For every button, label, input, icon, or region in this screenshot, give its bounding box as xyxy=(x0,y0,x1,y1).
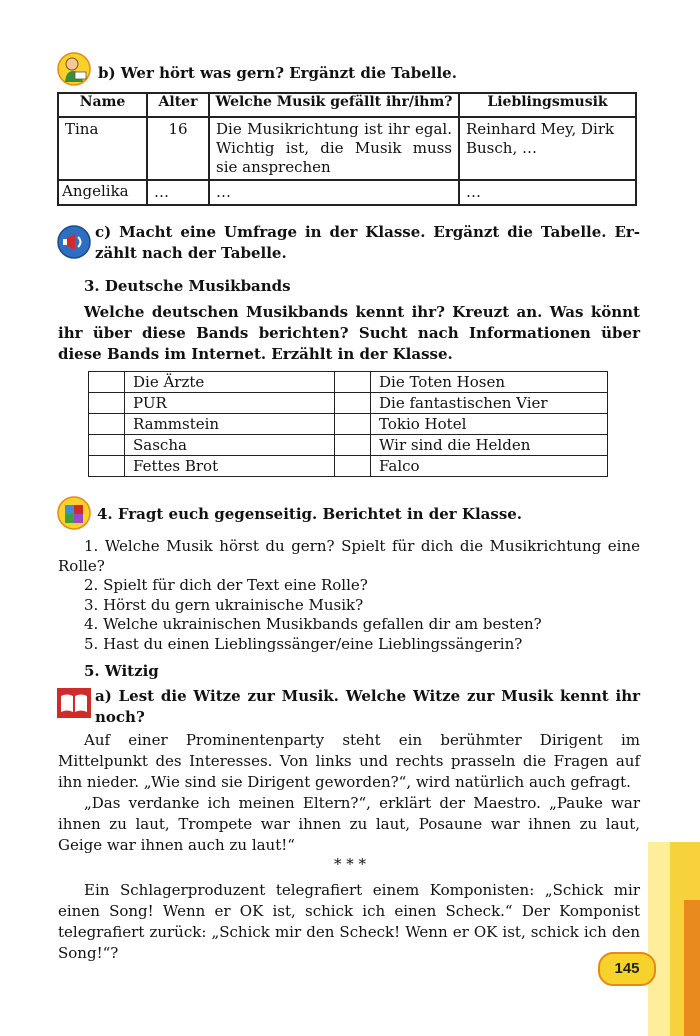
section-3-instruction-2: ihr über diese Bands berichten? Sucht nach Informationen über xyxy=(58,324,640,342)
section-3-instruction-1: Welche deutschen Musikbands kennt ihr? Kreuzt an. Was könnt xyxy=(84,303,640,321)
section-3-instruction-3: diese Bands im Internet. Erzählt in der Klasse. xyxy=(58,345,453,363)
checkbox-cell[interactable] xyxy=(89,435,125,456)
checkbox-cell[interactable] xyxy=(89,372,125,393)
cell-age: … xyxy=(147,180,209,205)
joke-separator: * * * xyxy=(333,855,367,873)
section-5a-task-2: noch? xyxy=(95,708,145,726)
question-4: 4. Welche ukrainischen Musikbands gefallen dir am besten? xyxy=(84,615,542,633)
cell-name: Tina xyxy=(58,117,147,180)
band-left: Sascha xyxy=(125,435,335,456)
page-number: 145 xyxy=(598,952,656,986)
question-1-line-2: Rolle? xyxy=(58,556,105,575)
band-right: Falco xyxy=(371,456,608,477)
col-header-name: Name xyxy=(58,93,147,117)
band-right: Die fantastischen Vier xyxy=(371,393,608,414)
table-header-row xyxy=(58,93,636,117)
band-left: Rammstein xyxy=(125,414,335,435)
band-left: Fettes Brot xyxy=(125,456,335,477)
section-5a-task-1: a) Lest die Witze zur Musik. Welche Witze zur Musik kennt ihr xyxy=(95,687,640,705)
joke-1-paragraph-1: Auf einer Prominentenparty steht ein berühmter Dirigent im Mittelpunkt des Interesses. Von links und rechts prasseln die Fragen auf ihn nieder. „Wie sind sie Dirigent geworden?“, wird natürlich auch gefragt. xyxy=(58,731,640,791)
question-1-line-1: 1. Welche Musik hörst du gern? Spielt für dich die Musikrichtung eine xyxy=(84,537,640,555)
cell-age: 16 xyxy=(147,117,209,180)
joke-1-paragraph-2: „Das verdanke ich meinen Eltern?“, erklärt der Maestro. „Pauke war ihnen zu laut, Trompete war ihnen zu laut, Posaune war ihnen zu laut, Geige war ihnen auch zu laut!“ xyxy=(58,794,640,854)
col-header-music: Welche Musik gefällt ihr/ihm? xyxy=(209,93,459,117)
section-c-line-2: zählt nach der Tabelle. xyxy=(95,244,287,262)
cell-name: Angelika xyxy=(58,180,147,205)
table-row xyxy=(89,372,608,393)
survey-table xyxy=(57,92,637,206)
band-right: Die Toten Hosen xyxy=(371,372,608,393)
section-c-line-1: c) Macht eine Umfrage in der Klasse. Ergänzt die Tabelle. Er- xyxy=(95,223,640,241)
open-book-icon xyxy=(57,688,91,718)
table-row xyxy=(58,117,636,180)
band-right: Tokio Hotel xyxy=(371,414,608,435)
question-3: 3. Hörst du gern ukrainische Musik? xyxy=(84,595,364,614)
band-right: Wir sind die Helden xyxy=(371,435,608,456)
student-writing-icon xyxy=(57,52,91,86)
checkbox-cell[interactable] xyxy=(335,456,371,477)
section-3-heading: 3. Deutsche Musikbands xyxy=(84,277,291,295)
band-left: Die Ärzte xyxy=(125,372,335,393)
cell-music: Die Musikrichtung ist ihr egal. Wichtig ist, die Musik muss sie ansprechen xyxy=(209,117,459,180)
megaphone-icon xyxy=(57,225,91,259)
band-left: PUR xyxy=(125,393,335,414)
col-header-age: Alter xyxy=(147,93,209,117)
table-row xyxy=(89,456,608,477)
checkbox-cell[interactable] xyxy=(335,393,371,414)
checkbox-cell[interactable] xyxy=(335,372,371,393)
checkbox-cell[interactable] xyxy=(89,414,125,435)
question-2: 2. Spielt für dich der Text eine Rolle? xyxy=(84,576,368,594)
table-row xyxy=(89,414,608,435)
checkbox-cell[interactable] xyxy=(89,393,125,414)
table-row xyxy=(89,393,608,414)
question-5: 5. Hast du einen Lieblingssänger/eine Lieblingssängerin? xyxy=(84,634,523,653)
cell-music: … xyxy=(209,180,459,205)
section-b-title: b) Wer hört was gern? Ergänzt die Tabelle. xyxy=(98,64,457,82)
table-row xyxy=(89,435,608,456)
bands-table xyxy=(88,371,608,477)
cell-favorite: … xyxy=(459,180,636,205)
checkbox-cell[interactable] xyxy=(335,414,371,435)
section-4-heading: 4. Fragt euch gegenseitig. Berichtet in der Klasse. xyxy=(97,505,523,523)
cell-favorite: Reinhard Mey, Dirk Busch, … xyxy=(459,117,636,180)
table-row xyxy=(58,180,636,205)
page-edge-decoration xyxy=(684,900,700,1036)
checkbox-cell[interactable] xyxy=(335,435,371,456)
puzzle-icon xyxy=(57,496,91,530)
col-header-favorite: Lieblingsmusik xyxy=(459,93,636,117)
checkbox-cell[interactable] xyxy=(89,456,125,477)
section-5-heading: 5. Witzig xyxy=(84,662,159,680)
joke-2-paragraph: Ein Schlagerproduzent telegrafiert einem Komponisten: „Schick mir einen Song! Wenn er OK ist, schick ich einen Scheck.“ Der Komponist telegrafiert zurück: „Schick mir den Scheck! Wenn er OK ist, schick ich den Song!“? xyxy=(58,881,640,962)
